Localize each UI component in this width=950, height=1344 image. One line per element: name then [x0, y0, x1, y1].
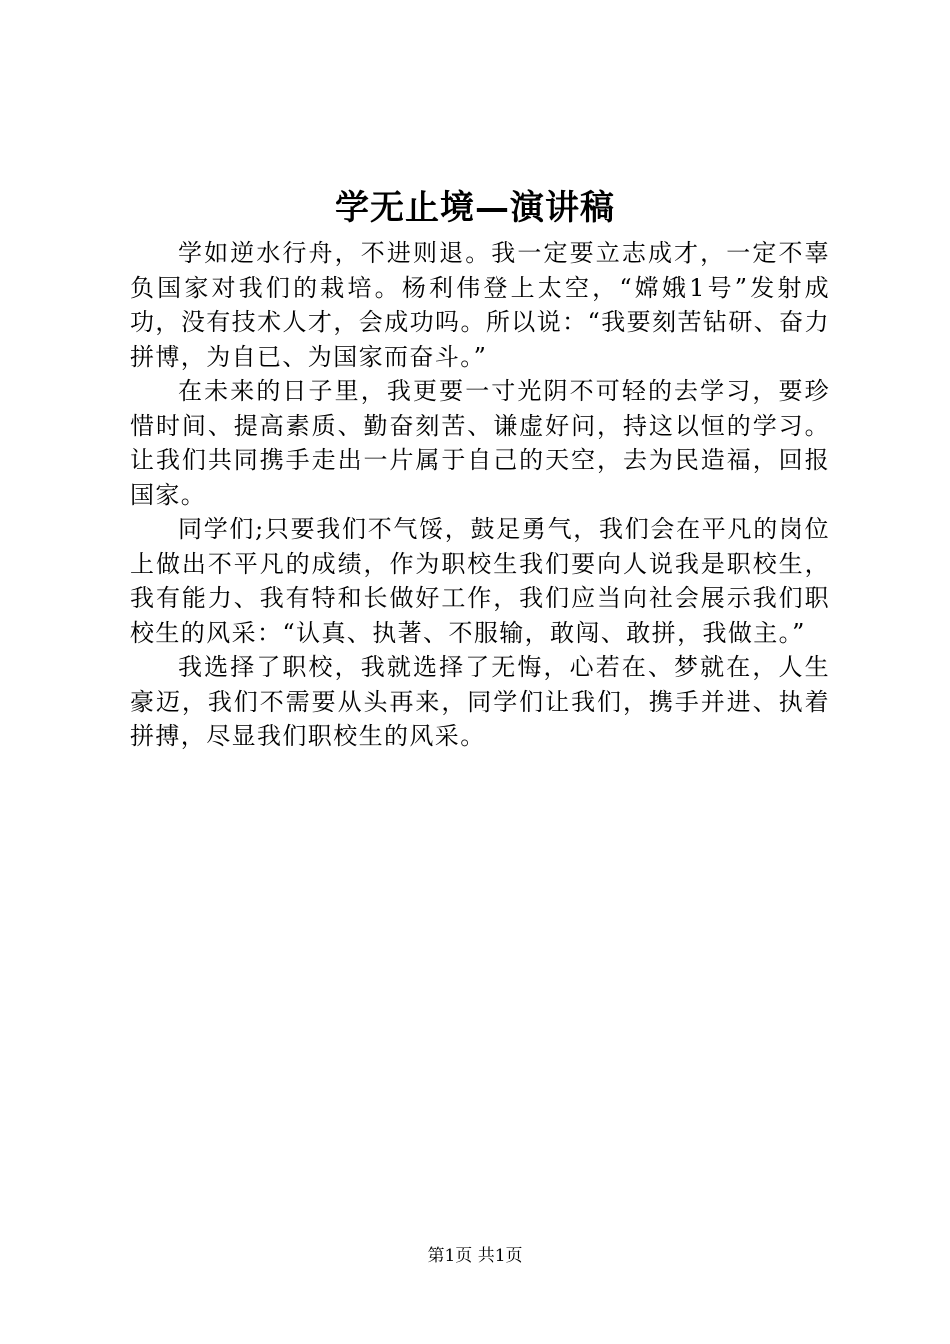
paragraph-4: 我选择了职校，我就选择了无悔，心若在、梦就在，人生豪迈，我们不需要从头再来，同学们让我们，携手并进、执着拼搏，尽显我们职校生的风采。: [130, 653, 830, 750]
paragraph-1: 学如逆水行舟，不进则退。我一定要立志成才，一定不辜负国家对我们的栽培。杨利伟登上太空，“嫦娥1号”发射成功，没有技术人才，会成功吗。所以说：“我要刻苦钻研、奋力拼博，为自已、为国家而奋斗。”: [130, 239, 830, 371]
document-body: [130, 236, 830, 754]
paragraph-3: 同学们;只要我们不气馁，鼓足勇气，我们会在平凡的岗位上做出不平凡的成绩，作为职校生我们要向人说我是职校生，我有能力、我有特和长做好工作，我们应当向社会展示我们职校生的风采：“认真、执著、不服输，敢闯、敢拼，我做主。”: [130, 515, 830, 647]
page-footer: 第1页 共1页: [427, 1246, 523, 1266]
paragraph-2: 在未来的日子里，我更要一寸光阴不可轻的去学习，要珍惜时间、提高素质、勤奋刻苦、谦虚好问，持这以恒的学习。让我们共同携手走出一片属于自己的天空，去为民造福，回报国家。: [130, 377, 830, 509]
document-title: 学无止境—演讲稿: [335, 188, 615, 228]
